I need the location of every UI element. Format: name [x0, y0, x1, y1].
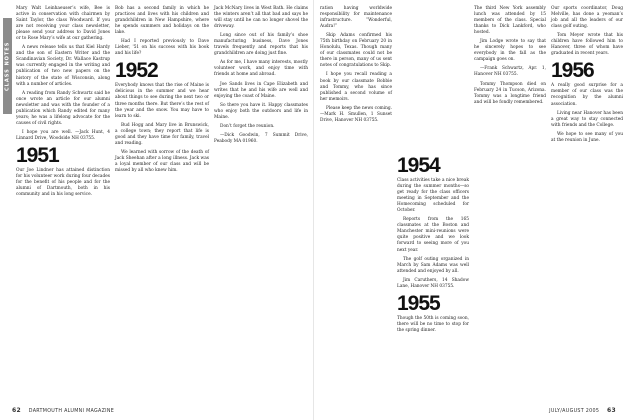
paragraph: Reports from the 165 classmates at the Boston and Manchester mini-reunions were quite positive and we look forward to seeing more of you next year.: [397, 217, 469, 253]
paragraph: Our Joe Lindner has attained distinction for his volunteer work during four decades for the benefit of his people and for the alumni of Dartmouth, both in his community and in his long service.: [16, 167, 110, 198]
paragraph: So there you have it. Happy classmates who enjoy both the outdoors and life in Maine.: [214, 102, 308, 120]
paragraph: Jim Lodge wrote to say that he sincerely hopes to see everybody in the fall as the campaign goes on.: [474, 39, 546, 63]
paragraph: Skip Adams confirmed his 75th birthday on February 20 in Honolulu, Texas. Though many of our classmates could not be there in person, many of us sent notes of congratulations to Skip.: [320, 33, 392, 69]
magazine-title: DARTMOUTH ALUMNI MAGAZINE: [28, 409, 115, 414]
paragraph: Please keep the news coming. —Mark H. Smullen, 1 Sunset Drive, Hanover NH 03755.: [320, 105, 392, 123]
paragraph: We learned with sorrow of the death of Jack Sheehan after a long illness. Jack was a loyal member of our class and will be missed by all who knew him.: [115, 149, 209, 173]
paragraph: Tom Meyer wrote that his children have followed him to Hanover, three of whom have graduated in recent years.: [551, 33, 623, 57]
paragraph: We hope to see many of you at the reunion in June.: [551, 131, 623, 143]
left-footer: [6, 407, 114, 414]
paragraph: Long since out of his family’s shoe manufacturing business, Dave Jones travels frequently and reports that his grandchildren are doing just fine.: [214, 33, 308, 57]
right-column-4: [551, 6, 623, 147]
paragraph: I hope you are well. —Jack Hunt, 4 Linnard Drive, Woodside NH 03755.: [16, 129, 110, 141]
right-footer: [549, 407, 622, 414]
right-column-1: [320, 6, 392, 127]
paragraph: Living near Hanover has been a great way to stay connected with friends and the College.: [551, 110, 623, 128]
paragraph: Everybody knows that the rise of Maine is delicious in the summer and we hear about things to see during the next two or three months there. But there’s the rest of the year and the snow. You may have to learn to ski.: [115, 83, 209, 119]
paragraph: The third New York assembly lunch was attended by 15 members of the class. Special thanks to Dick Lankford, who hosted.: [474, 6, 546, 36]
page-number: 62: [12, 407, 21, 414]
left-column-1: [16, 6, 110, 201]
right-column-2: [397, 6, 469, 337]
class-year-heading: 1954: [397, 154, 440, 177]
paragraph: ration having worldwide responsibility for maintenance infrastructure. “Wonderful, Audra!”: [320, 6, 392, 30]
paragraph: Mary Walt Leinhaeuser’s wife, Bee is active in conservation with chairmen by Saint Taylor, the class Woodward. If you are not receiving your class newsletter, please send your address to David Jones or to Rose Mary’s wife at our gathering.: [16, 6, 110, 42]
paragraph: As for me, I have many interests, mostly volunteer work, and enjoy time with friends at home and abroad.: [214, 60, 308, 78]
paragraph: —Dick Goodwin, 7 Summit Drive, Peabody MA 01960.: [214, 132, 308, 144]
paragraph: Tommy Thompson died on February 24 in Tucson, Arizona. Tommy was a longtime friend and will be fondly remembered.: [474, 81, 546, 105]
class-year-heading: 1955: [397, 291, 440, 315]
paragraph: A really good surprise for a member of our class was the recognition by the alumni association.: [551, 83, 623, 107]
paragraph: I hope you recall reading a book by our classmate Bobbie and Tommy, who has since published a second volume of her memoirs.: [320, 72, 392, 102]
paragraph: Though the 50th is coming soon, there will be no time to stop for the spring dinner.: [397, 315, 469, 333]
paragraph: Class activities take a nice break during the summer months—so get ready for the class officers meeting in September and the Homecoming scheduled for October.: [397, 178, 469, 214]
paragraph: Joe Sands lives in Cape Elizabeth and writes that he and his wife are well and enjoying the coast of Maine.: [214, 81, 308, 99]
paragraph: A news release tells us that Kiel Hardy and the son of Eastern Writer and the Scandinavian Society, Dr. Wallace Kastrup was currently engaged in the writing and publication of two new papers on the history of the state of Wisconsin, along with a number of articles.: [16, 45, 110, 87]
paragraph: Jack McNary lives in West Bath. He claims the winters aren’t all that bad and says he will stay until he can no longer shovel the driveway.: [214, 6, 308, 30]
page-number: 63: [607, 407, 616, 414]
right-column-3: [474, 6, 546, 109]
paragraph: The golf outing organized in March by Sam Adams was well attended and enjoyed by all.: [397, 256, 469, 274]
class-year-heading: 1951: [16, 143, 59, 167]
paragraph: Bud Hogg and Mary live in Brunswick, a college town; they report that life is good and they have time for family, travel and reading.: [115, 122, 209, 146]
paragraph: Don’t forget the reunion.: [220, 123, 275, 129]
left-column-2: [115, 6, 209, 177]
paragraph: Bob has a second family in which he practices and lives with his children and grandchildren in New Hampshire, where he spends summers and holidays on the lake.: [115, 6, 209, 36]
issue-date: JULY/AUGUST 2005: [549, 409, 600, 414]
class-notes-tab: CLASS NOTES: [3, 18, 12, 114]
class-year-heading: 1952: [115, 59, 158, 83]
left-column-3: [214, 6, 308, 148]
paragraph: Our sports coordinator, Doug Melville, has done a yeoman’s job and all the leaders of our class golf outing.: [551, 6, 623, 30]
class-year-heading: 1956: [551, 59, 594, 83]
paragraph: Jim Caruthers, 14 Shadow Lane, Hanover NH 03755.: [397, 277, 469, 289]
right-page: [314, 0, 628, 420]
paragraph: —Frank Schwartz, Apr. 1, Hanover NH 03755.: [474, 66, 546, 78]
paragraph: A reading from Randy Schwartz said he once wrote an article for our alumni newsletter and was with the founder of a publication which Randy edited for many years; he was a lifelong advocate for the causes of civil rights.: [16, 90, 110, 126]
paragraph: Had I reported previously to Dave Lieber, '51 on his success with his book and his life?: [115, 39, 209, 57]
